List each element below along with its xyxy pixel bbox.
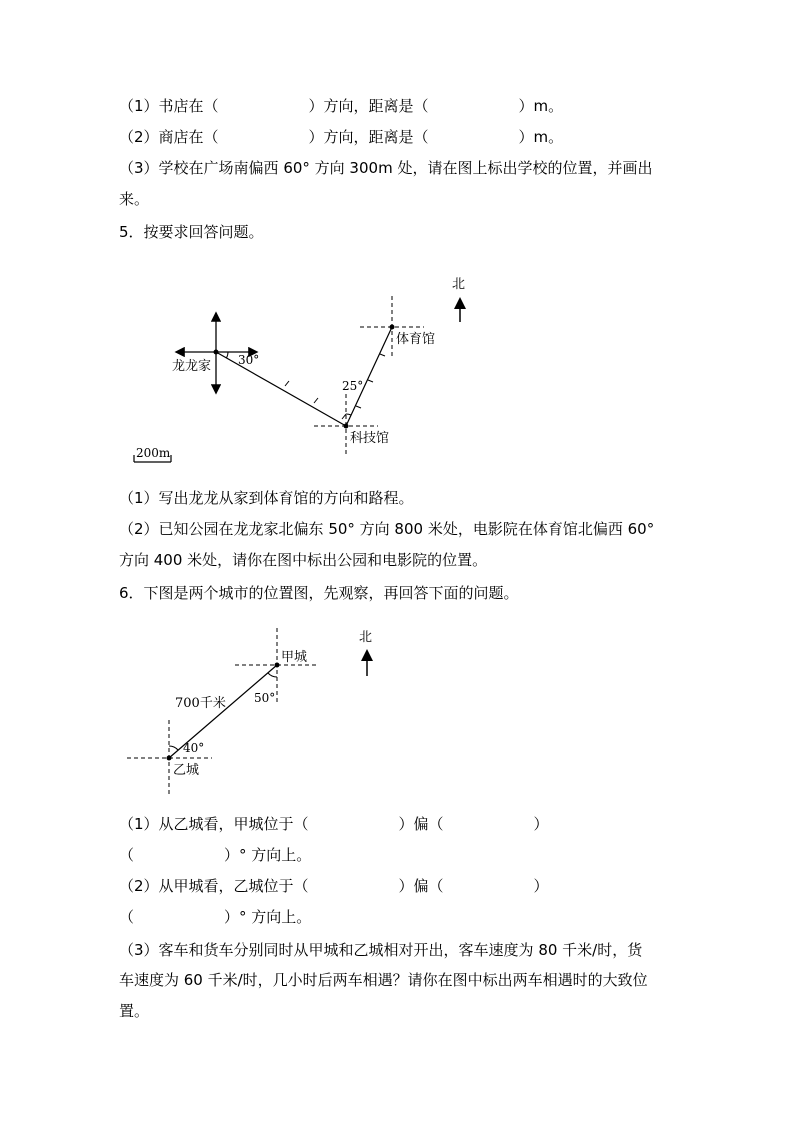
city-b-angle-arc: [169, 746, 178, 750]
stadium-label: 体育馆: [396, 332, 436, 347]
distance-label: 700千米: [175, 696, 226, 711]
question-4-3-line2: 来。: [119, 190, 150, 208]
scale-label: 200m: [136, 446, 171, 460]
question-5-2-line2: 方向 400 米处，请你在图中标出公园和电影院的位置。: [119, 551, 488, 569]
question-6-1-line2: （ ）° 方向上。: [119, 846, 312, 864]
scale-tick: [342, 414, 346, 419]
question-5-2-line1: （2）已知公园在龙龙家北偏东 50° 方向 800 米处，电影院在体育馆北偏西 60°: [119, 520, 655, 538]
city-a-label: 甲城: [281, 650, 308, 665]
question-6-3-line1: （3）客车和货车分别同时从甲城和乙城相对开出，客车速度为 80 千米/时，货: [119, 941, 643, 959]
question-5-title: 5．按要求回答问题。: [119, 223, 264, 241]
question-6-1-line1: （1）从乙城看，甲城位于（ ）偏（ ）: [119, 815, 549, 833]
museum-label: 科技馆: [350, 431, 390, 446]
museum-to-stadium-path: [346, 327, 392, 426]
scale-tick: [380, 354, 385, 356]
scale-tick: [368, 380, 373, 382]
angle-city-b: 40°: [183, 741, 205, 755]
home-to-museum-path: [216, 352, 346, 426]
home-label: 龙龙家: [172, 359, 212, 374]
question-6-2-line1: （2）从甲城看，乙城位于（ ）偏（ ）: [119, 877, 549, 895]
scale-tick: [314, 398, 318, 403]
city-b-label: 乙城: [173, 763, 200, 778]
museum-angle-arc: [346, 414, 351, 415]
angle-city-a: 50°: [254, 691, 276, 705]
city-a-angle-arc: [268, 673, 277, 677]
scale-tick: [356, 406, 361, 408]
question-4-2: （2）商店在（ ）方向，距离是（ ）m。: [119, 128, 564, 146]
question-6-3-line3: 置。: [119, 1002, 150, 1020]
angle-museum: 25°: [342, 379, 364, 393]
question-4-3-line1: （3）学校在广场南偏西 60° 方向 300m 处，请在图上标出学校的位置，并画出: [119, 159, 653, 177]
scale-tick: [285, 381, 289, 386]
question-6-title: 6．下图是两个城市的位置图，先观察，再回答下面的问题。: [119, 584, 519, 602]
north-label-6: 北: [359, 630, 373, 645]
question-6-3-line2: 车速度为 60 千米/时，几小时后两车相遇？请你在图中标出两车相遇时的大致位: [119, 971, 648, 989]
question-5-1: （1）写出龙龙从家到体育馆的方向和路程。: [119, 489, 414, 507]
angle-home: 30°: [238, 353, 260, 367]
north-label-5: 北: [452, 277, 466, 292]
question-4-1: （1）书店在（ ）方向，距离是（ ）m。: [119, 97, 564, 115]
home-angle-arc: [226, 352, 228, 358]
question-6-2-line2: （ ）° 方向上。: [119, 908, 312, 926]
